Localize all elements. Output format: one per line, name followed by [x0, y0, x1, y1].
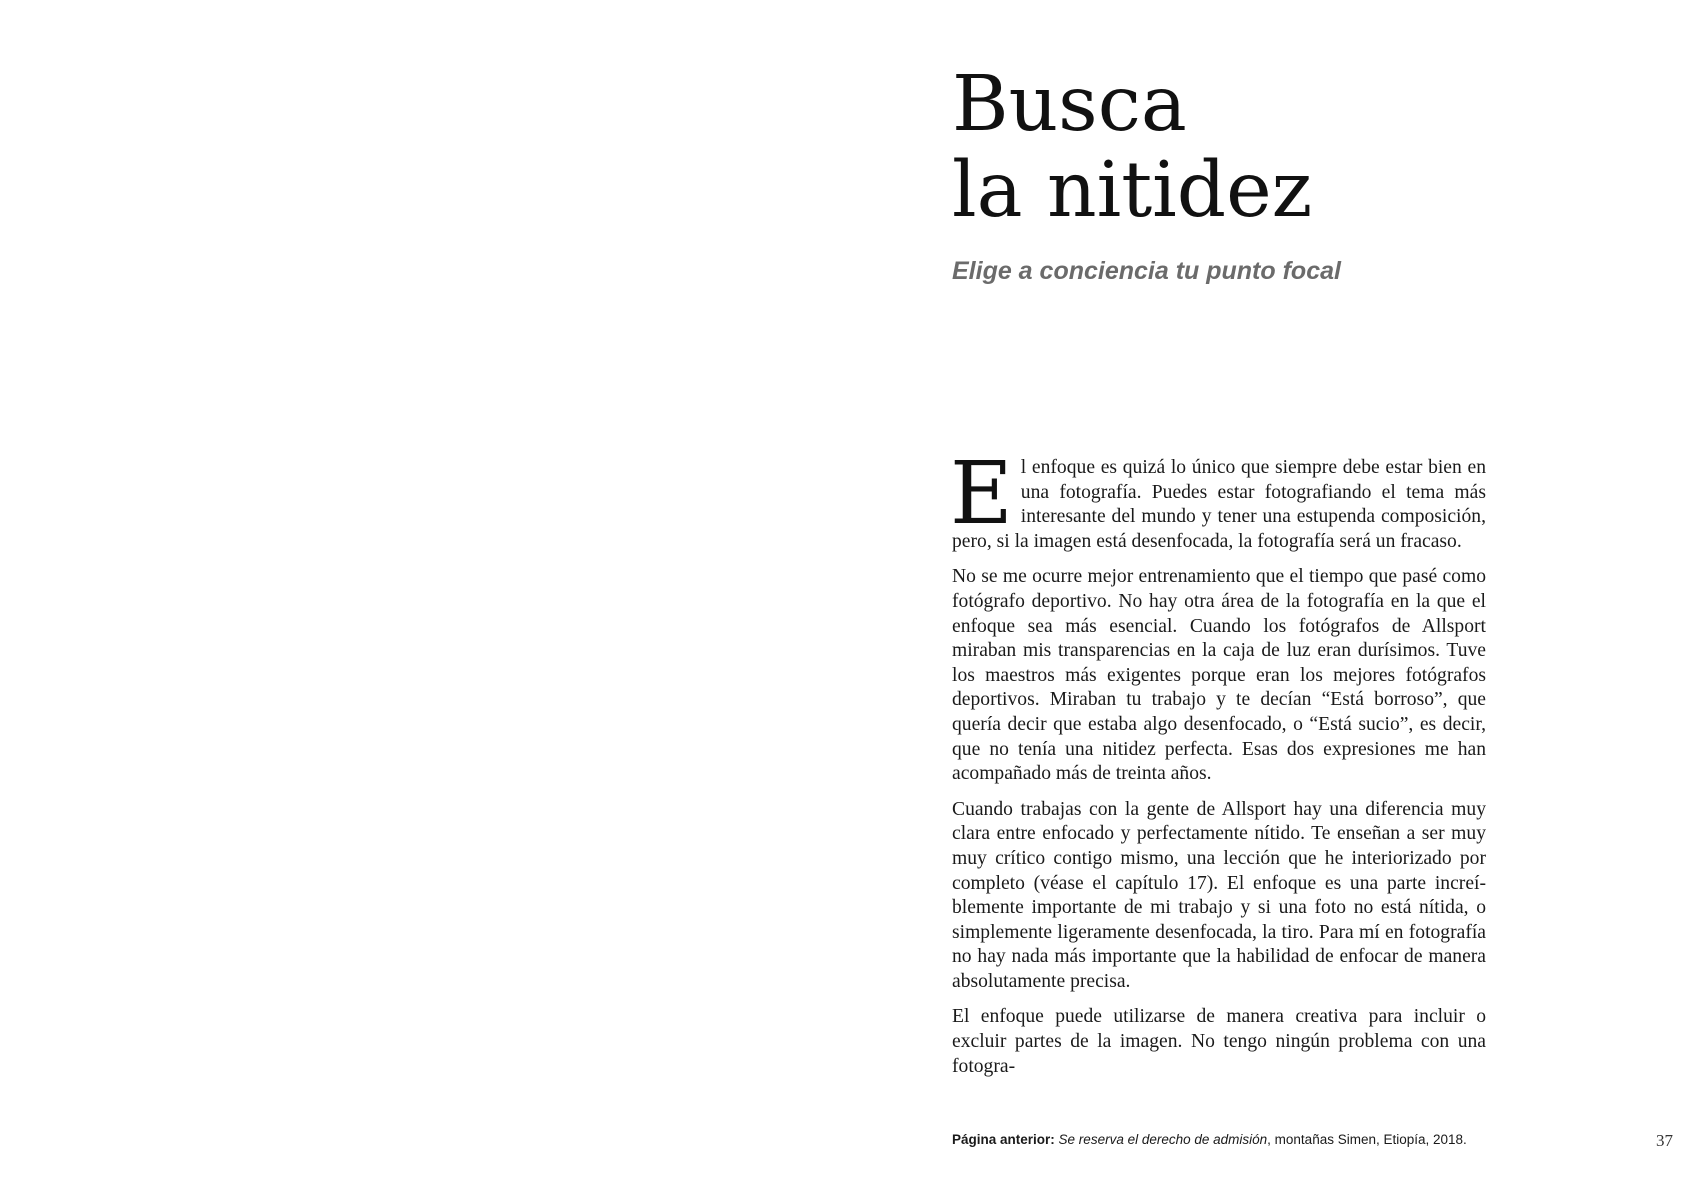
paragraph-2: No se me ocurre mejor entrenamiento que el tiempo que pasé como fotógrafo deportivo. No hay otra área de la fotografía en la que el enfoque sea más esencial. Cuando los fotógrafos de Allsport miraban mis transparencias en la caja de luz eran durísimos. Tuve los maestros más exigentes porque eran los mejores fotógrafos deportivos. Miraban tu trabajo y te decían “Está borroso”, que quería decir que estaba algo desenfocado, o “Está sucio”, es decir, que no tenía una nitidez perfecta. Esas dos expresiones me han acompañado más de treinta años. [952, 566, 1486, 785]
paragraph-3: Cuando trabajas con la gente de Allsport hay una diferencia muy clara entre enfocado y perfectamente nítido. Te enseñan a ser muy muy crítico contigo mismo, una lección que he interiorizado por completo (véase el capítulo 17). El enfoque es una parte increíblemente importante de mi trabajo y si una foto no está nítida, o simplemente ligeramente desenfocada, la tiro. Para mí en fotografía no hay nada más importante que la habilidad de enfocar de manera absolutamente precisa. [952, 798, 1486, 992]
paragraph-4: El enfoque puede utilizarse de manera creativa para incluir o excluir partes de la imagen. No tengo ningún problema con una fotogra- [952, 1006, 1486, 1077]
paragraph-1-text: l enfoque es quizá lo único que siempre debe estar bien en una fotografía. Puedes estar fotografiando el tema más interesante del mundo y tener una estupenda composición, pero, si la imagen está desenfocada, la fotografía será un fracaso. [952, 457, 1486, 552]
chapter-title-line-2: la nitidez [952, 146, 1313, 235]
chapter-title [952, 62, 1312, 234]
drop-cap: E [950, 444, 1013, 544]
left-page-blank [0, 0, 850, 1181]
caption-photo-title: Se reserva el derecho de admisión [1058, 1132, 1268, 1147]
page-number: 37 [1656, 1131, 1673, 1150]
chapter-subtitle: Elige a conciencia tu punto focal [952, 257, 1341, 285]
photo-caption [952, 1132, 1467, 1147]
chapter-title-line-1: Busca [952, 60, 1187, 149]
caption-details: , montañas Simen, Etiopía, 2018. [1267, 1132, 1467, 1147]
paragraph-1 [950, 444, 1486, 554]
body-text [950, 444, 1486, 1090]
caption-label: Página anterior: [952, 1132, 1055, 1147]
